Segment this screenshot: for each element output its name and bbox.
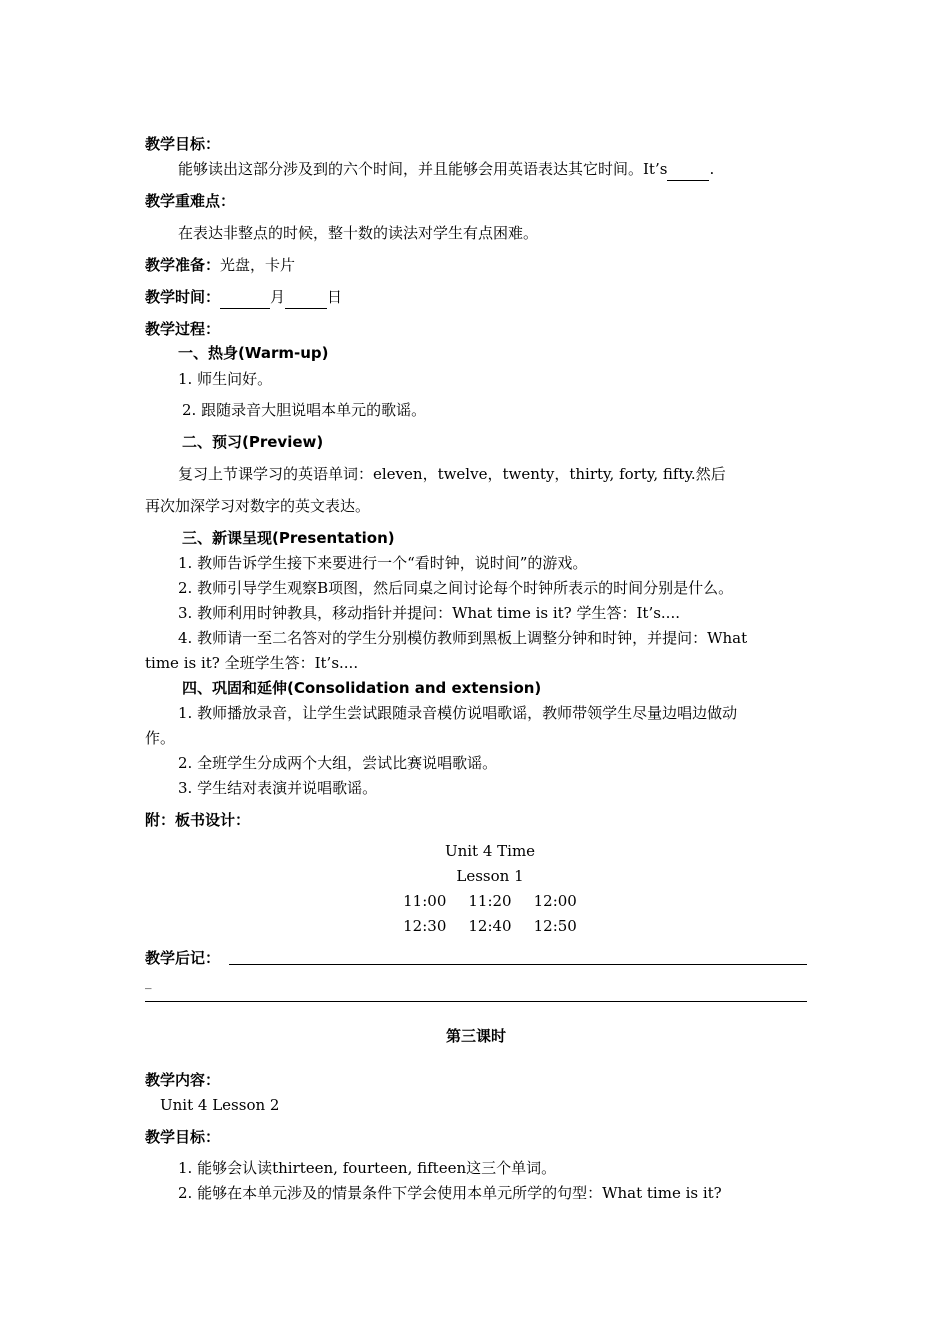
time-heading: 教学时间： [145,288,221,306]
section2-line: 再次加深学习对数字的英文表达。 [145,497,371,515]
difficulty-text: 在表达非整点的时候，整十数的读法对学生有点困难。 [178,224,539,242]
section3-item: 4. 教师请一至二名答对的学生分别模仿教师到黑板上调整分钟和时钟，并提问：What [178,629,748,647]
board-time: 12:50 [533,917,577,935]
section4-item: 3. 学生结对表演并说唱歌谣。 [178,779,378,797]
section1-item: 1. 师生问好。 [178,370,273,388]
section3-item: 3. 教师利用时钟教具，移动指针并提问：What time is it? 学生答：It’s.... [178,604,680,622]
lesson3-goal: 2. 能够在本单元涉及的情景条件下学会使用本单元所学的句型：What time is it? [178,1184,722,1202]
day-label: 日 [327,288,343,306]
board-time: 12:30 [403,917,447,935]
lesson3-content: Unit 4 Lesson 2 [160,1096,280,1114]
goals-text-body: 能够读出这部分涉及到的六个时间，并且能够会用英语表达其它时间。It’s [178,160,668,178]
lesson3-content-heading: 教学内容： [145,1071,221,1089]
month-blank [220,286,270,309]
board-time: 12:40 [468,917,512,935]
lesson3-title: 第三课时 [445,1027,506,1045]
goals-text-tail: . [709,160,715,178]
lesson3-goal: 1. 能够会认读thirteen, fourteen, fifteen这三个单词。 [178,1159,557,1177]
time-line [145,286,807,309]
afterword-heading: 教学后记： [145,949,221,967]
afterword-line [229,964,807,965]
section4-item: 2. 全班学生分成两个大组，尝试比赛说唱歌谣。 [178,754,498,772]
process-heading: 教学过程： [145,320,221,338]
board-times-row [390,914,590,939]
prep-heading: 教学准备： [145,256,221,274]
afterword-line [145,1001,807,1002]
goals-heading: 教学目标： [145,135,221,153]
section2-line: 复习上节课学习的英语单词：eleven，twelve，twenty，thirty, forty, fifty.然后 [178,465,726,483]
month-label: 月 [270,288,286,306]
board-title: Unit 4 Time [444,842,536,860]
section1-item: 2. 跟随录音大胆说唱本单元的歌谣。 [182,401,427,419]
goals-blank [667,158,709,181]
prep-line [145,254,807,276]
board-times-row [390,889,590,914]
goals-text [178,158,808,181]
section3-item: 1. 教师告诉学生接下来要进行一个“看时钟，说时间”的游戏。 [178,554,588,572]
day-blank [285,286,327,309]
board-time: 12:00 [533,892,577,910]
section3-item: 2. 教师引导学生观察B项图，然后同桌之间讨论每个时钟所表示的时间分别是什么。 [178,579,734,597]
board-heading: 附：板书设计： [145,811,251,829]
afterword-dash: _ [145,975,152,990]
difficulty-heading: 教学重难点： [145,192,236,210]
section4-item: 作。 [145,729,176,747]
board-lesson: Lesson 1 [456,867,524,885]
section4-item: 1. 教师播放录音，让学生尝试跟随录音模仿说唱歌谣，教师带领学生尽量边唱边做动 [178,704,738,722]
board-design [390,839,590,939]
lesson3-goals-heading: 教学目标： [145,1128,221,1146]
board-time: 11:00 [403,892,447,910]
prep-text: 光盘，卡片 [220,256,296,274]
section2-title: 二、预习(Preview) [182,433,324,451]
board-time: 11:20 [468,892,512,910]
section1-title: 一、热身(Warm-up) [178,344,329,362]
section3-item: time is it? 全班学生答：It’s.... [145,654,359,672]
section3-title: 三、新课呈现(Presentation) [182,529,395,547]
section4-title: 四、巩固和延伸(Consolidation and extension) [182,679,542,697]
